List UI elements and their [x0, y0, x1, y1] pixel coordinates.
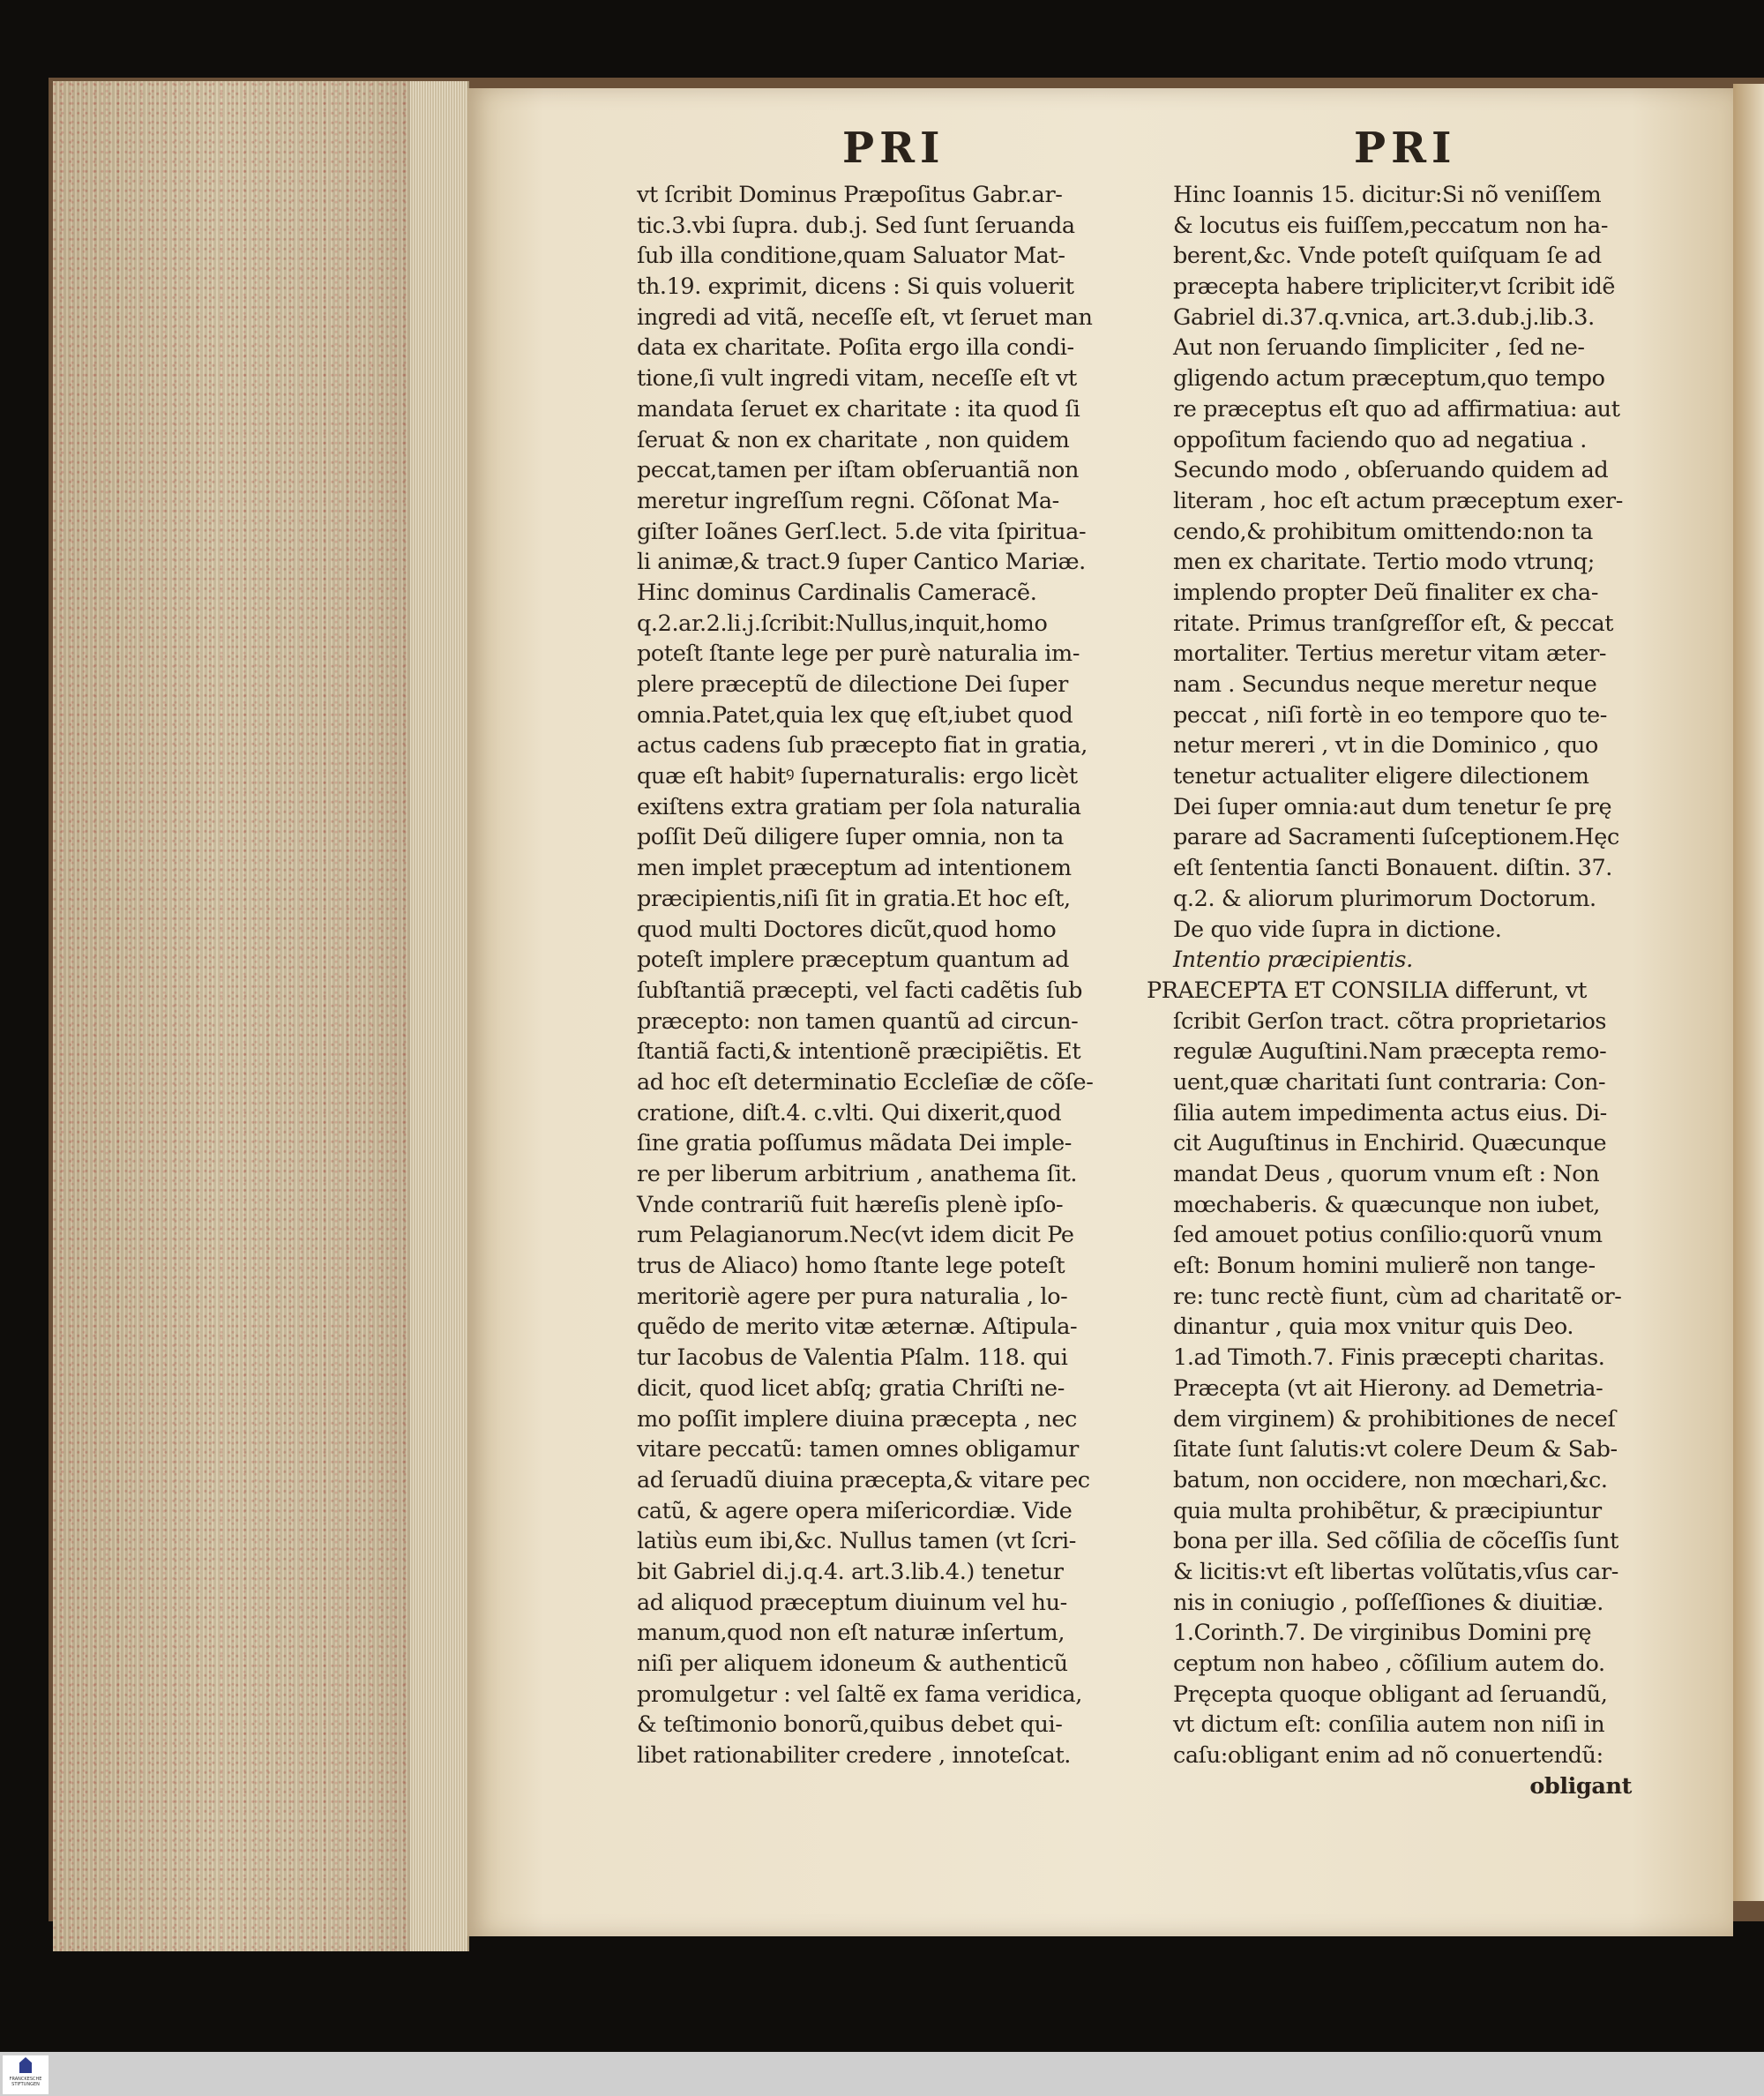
- text-line: tic.3.vbi ſupra. dub.j. Sed ſunt ſeruanda: [637, 212, 1075, 239]
- text-line: ſed amouet potius conſilio:quorũ vnum: [1173, 1222, 1603, 1249]
- text-line: ceptum non habeo , cõſilium autem do.: [1173, 1651, 1605, 1677]
- text-line: mœchaberis. & quæcunque non iubet,: [1173, 1191, 1600, 1218]
- text-line: men implet præceptum ad intentionem: [637, 855, 1072, 882]
- facing-page-edge: [1733, 84, 1764, 1901]
- text-line: Secundo modo , obſeruando quidem ad: [1173, 457, 1609, 484]
- text-line: ritate. Primus tranſgreſſor eſt, & peccat: [1173, 610, 1614, 637]
- text-line: tenetur actualiter eligere dilectionem: [1173, 763, 1589, 790]
- text-line: dem virginem) & prohibitiones de neceſ: [1173, 1405, 1616, 1433]
- text-line: mortaliter. Tertius meretur vitam æter-: [1173, 640, 1607, 668]
- text-line: præcipientis,niſi ſit in gratia.Et hoc eſt,: [637, 885, 1071, 912]
- section-lead-line: PRAECEPTA ET CONSILIA differunt, vt: [1147, 977, 1587, 1004]
- text-line: berent,&c. Vnde poteſt quiſquam ſe ad: [1173, 243, 1602, 270]
- text-line: 1.Corinth.7. De virginibus Domini prę: [1173, 1620, 1592, 1647]
- text-line: caſu:obligant enim ad nõ conuertendũ:: [1173, 1742, 1603, 1770]
- text-line: li animæ,& tract.9 ſuper Cantico Mariæ.: [637, 549, 1086, 576]
- text-line: ad aliquod præceptum diuinum vel hu-: [637, 1589, 1067, 1616]
- text-line: re præceptus eſt quo ad affirmatiua: aut: [1173, 395, 1620, 423]
- text-line: & teſtimonio bonorũ,quibus debet qui-: [637, 1711, 1063, 1739]
- text-line: meritoriè agere per pura naturalia , lo-: [637, 1283, 1068, 1310]
- text-line: mo poſſit implere diuina præcepta , nec: [637, 1405, 1077, 1433]
- text-line: vt dictum eſt: conſilia autem non niſi in: [1173, 1711, 1605, 1739]
- text-line: ſilia autem impedimenta actus eius. Di-: [1173, 1099, 1607, 1127]
- text-line: ſub illa conditione,quam Saluator Mat-: [637, 243, 1065, 270]
- text-line: re per liberum arbitrium , anathema ſit.: [637, 1161, 1078, 1187]
- text-line: ſeruat & non ex charitate , non quidem: [637, 426, 1070, 453]
- text-line: libet rationabiliter credere , innoteſcat.: [637, 1742, 1072, 1770]
- text-line: giſter Ioãnes Gerſ.lect. 5.de vita ſpiritua-: [637, 518, 1087, 545]
- text-line: præcepto: non tamen quantũ ad circun-: [637, 1007, 1079, 1035]
- text-line: parare ad Sacramenti ſuſceptionem.Hęc: [1173, 824, 1619, 851]
- text-line: poteſt implere præceptum quantum ad: [637, 947, 1070, 974]
- text-line: eſt: Bonum homini mulierẽ non tange-: [1173, 1253, 1596, 1280]
- text-line: Aut non ſeruando ſimpliciter , ſed ne-: [1173, 334, 1585, 362]
- text-line: quẽdo de merito vitæ æternæ. Aſtipula-: [637, 1314, 1078, 1341]
- text-line: Gabriel di.37.q.vnica, art.3.dub.j.lib.3.: [1173, 303, 1595, 331]
- text-line: quod multi Doctores dicũt,quod homo: [637, 916, 1057, 943]
- text-line: Vnde contrariũ fuit hæreſis plenè ipſo-: [637, 1191, 1064, 1218]
- text-line: Hinc dominus Cardinalis Cameracẽ.: [637, 579, 1037, 606]
- text-line: vitare peccatũ: tamen omnes obligamur: [637, 1436, 1079, 1463]
- text-line: promulgetur : vel ſaltẽ ex fama veridica,: [637, 1681, 1082, 1708]
- text-line: catũ, & agere opera miſericordiæ. Vide: [637, 1497, 1073, 1524]
- page-block-edge: [53, 81, 469, 1951]
- text-line: 1.ad Timoth.7. Finis præcepti charitas.: [1173, 1344, 1605, 1372]
- logo-line-1: FRANCKESCHE: [9, 2077, 42, 2082]
- logo-building-icon: [19, 2057, 32, 2073]
- text-line: peccat , niſi fortè in eo tempore quo te-: [1173, 701, 1608, 729]
- text-line: q.2. & aliorum plurimorum Doctorum.: [1173, 885, 1596, 912]
- text-line: ad hoc eſt determinatio Eccleſiæ de cõſe-: [637, 1068, 1094, 1096]
- text-line: men ex charitate. Tertio modo vtrunq;: [1173, 549, 1595, 576]
- text-line: Hinc Ioannis 15. dicitur:Si nõ veniſſem: [1173, 182, 1602, 208]
- text-line: rum Pelagianorum.Nec(vt idem dicit Pe: [637, 1222, 1074, 1249]
- text-line: quæ eſt habitꝰ ſupernaturalis: ergo licèt: [637, 763, 1078, 790]
- text-line: poſſit Deũ diligere ſuper omnia, non ta: [637, 824, 1064, 851]
- text-line: gligendo actum præceptum,quo tempo: [1173, 365, 1605, 393]
- text-line: ſubſtantiã præcepti, vel facti cadẽtis ſub: [637, 977, 1083, 1004]
- left-text-column: [637, 180, 1131, 1771]
- text-line: dinantur , quia mox vnitur quis Deo.: [1173, 1314, 1574, 1341]
- text-line: oppoſitum faciendo quo ad negatiua .: [1173, 426, 1587, 453]
- text-line: dicit, quod licet abſq; gratia Chriſti ne-: [637, 1374, 1065, 1402]
- text-line: mandata ſeruet ex charitate : ita quod ſi: [637, 395, 1080, 423]
- text-line: nam . Secundus neque meretur neque: [1173, 671, 1597, 698]
- logo-line-2: STIFTUNGEN: [11, 2082, 40, 2087]
- text-line: præcepta habere tripliciter,vt ſcribit idẽ: [1173, 273, 1616, 301]
- text-line: ad ſeruadũ diuina præcepta,& vitare pec: [637, 1466, 1090, 1493]
- text-line: manum,quod non eſt naturæ inſertum,: [637, 1620, 1065, 1647]
- text-line: re: tunc rectè fiunt, cùm ad charitatẽ or-: [1173, 1283, 1622, 1310]
- section-heading: Intentio præcipientis.: [1173, 947, 1413, 974]
- text-line: data ex charitate. Poſita ergo illa condi-: [637, 334, 1074, 362]
- text-line: tione,ſi vult ingredi vitam, neceſſe eſt vt: [637, 365, 1077, 393]
- text-line: regulæ Auguſtini.Nam præcepta remo-: [1173, 1038, 1607, 1066]
- right-text-column: [1147, 180, 1667, 1801]
- page-block-inner-edge: [410, 81, 467, 1951]
- text-line: uent,quæ charitati ſunt contraria: Con-: [1173, 1068, 1606, 1096]
- text-line: ſtantiã facti,& intentionẽ præcipiẽtis. Et: [637, 1038, 1081, 1066]
- institution-logo: [3, 2055, 49, 2094]
- text-line: tur Iacobus de Valentia Pſalm. 118. qui: [637, 1344, 1068, 1372]
- text-line: Pręcepta quoque obligant ad ſeruandũ,: [1173, 1681, 1608, 1708]
- text-line: bona per illa. Sed cõſilia de cõceſſis ſunt: [1173, 1528, 1618, 1555]
- text-line: quia multa prohibẽtur, & præcipiuntur: [1173, 1497, 1602, 1524]
- text-line: ſine gratia poſſumus mãdata Dei imple-: [637, 1130, 1072, 1157]
- text-line: cit Auguſtinus in Enchirid. Quæcunque: [1173, 1130, 1607, 1157]
- text-line: meretur ingreſſum regni. Cõſonat Ma-: [637, 487, 1059, 514]
- text-line: implendo propter Deũ finaliter ex cha-: [1173, 579, 1599, 606]
- text-line: q.2.ar.2.li.j.ſcribit:Nullus,inquit,homo: [637, 610, 1048, 637]
- running-header-left: PRI: [842, 124, 946, 173]
- text-line: ingredi ad vitã, neceſſe eſt, vt ſeruet man: [637, 303, 1093, 331]
- text-line: niſi per aliquem idoneum & authenticũ: [637, 1651, 1068, 1677]
- text-line: exiſtens extra gratiam per ſola naturalia: [637, 793, 1081, 820]
- text-line: ſcribit Gerſon tract. cõtra proprietarios: [1173, 1007, 1607, 1035]
- text-line: actus cadens ſub præcepto fiat in gratia,: [637, 732, 1088, 760]
- text-line: mandat Deus , quorum vnum eſt : Non: [1173, 1161, 1600, 1187]
- text-line: Præcepta (vt ait Hierony. ad Demetria-: [1173, 1374, 1603, 1402]
- text-line: ſitate ſunt ſalutis:vt colere Deum & Sab-: [1173, 1436, 1618, 1463]
- text-line: eſt ſententia ſancti Bonauent. diſtin. 37.: [1173, 855, 1612, 882]
- catchword: obligant: [1529, 1772, 1632, 1800]
- text-line: cratione, diſt.4. c.vlti. Qui dixerit,quod: [637, 1099, 1062, 1127]
- text-line: nis in coniugio , poſſeſſiones & diuitiæ.: [1173, 1589, 1603, 1616]
- viewer-bottom-bar: [0, 2052, 1764, 2096]
- text-line: trus de Aliaco) homo ſtante lege poteſt: [637, 1253, 1065, 1280]
- text-line: plere præceptũ de dilectione Dei ſuper: [637, 671, 1068, 698]
- running-header-right: PRI: [1354, 124, 1457, 173]
- text-line: vt ſcribit Dominus Præpoſitus Gabr.ar-: [637, 182, 1063, 208]
- text-line: Dei ſuper omnia:aut dum tenetur ſe prę: [1173, 793, 1612, 820]
- text-line: cendo,& prohibitum omittendo:non ta: [1173, 518, 1593, 545]
- text-line: latiùs eum ibi,&c. Nullus tamen (vt ſcri-: [637, 1528, 1077, 1555]
- text-line: omnia.Patet,quia lex quę eſt,iubet quod: [637, 701, 1073, 729]
- logo-text: [4, 2077, 47, 2087]
- text-line: netur mereri , vt in die Dominico , quo: [1173, 732, 1598, 760]
- text-line: batum, non occidere, non mœchari,&c.: [1173, 1466, 1608, 1493]
- text-line: bit Gabriel di.j.q.4. art.3.lib.4.) tenetur: [637, 1558, 1064, 1585]
- text-line: literam , hoc eſt actum præceptum exer-: [1173, 487, 1623, 514]
- text-line: th.19. exprimit, dicens : Si quis voluerit: [637, 273, 1074, 301]
- text-line: De quo vide ſupra in dictione.: [1173, 916, 1502, 943]
- text-line: peccat,tamen per iſtam obſeruantiã non: [637, 457, 1079, 484]
- text-line: & licitis:vt eſt libertas volũtatis,vſus car-: [1173, 1558, 1618, 1585]
- text-line: poteſt ſtante lege per purè naturalia im-: [637, 640, 1080, 668]
- text-line: & locutus eis fuiſſem,peccatum non ha-: [1173, 212, 1609, 239]
